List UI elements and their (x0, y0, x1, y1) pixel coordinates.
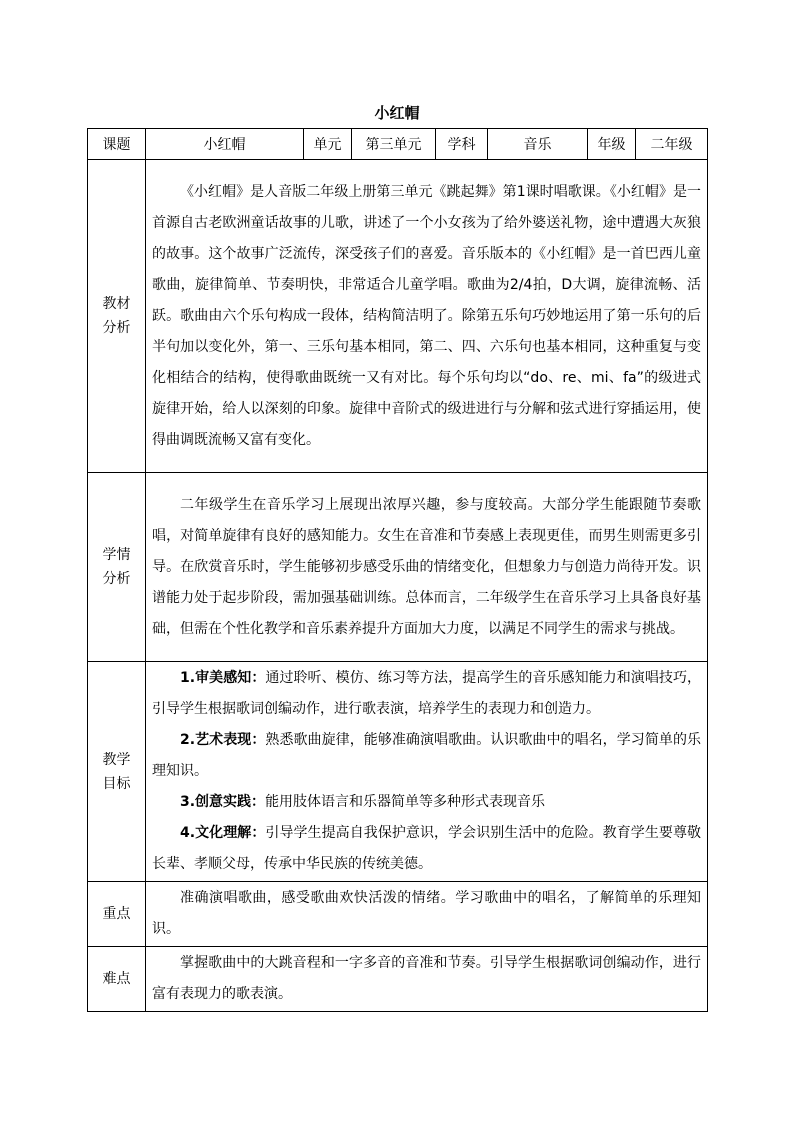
goal-item-2-head: 2.艺术表现： (180, 732, 266, 748)
unit-label: 单元 (304, 129, 352, 160)
subject-value: 音乐 (488, 129, 588, 160)
goal-item-4-head: 4.文化理解： (180, 825, 266, 841)
grade-label: 年级 (588, 129, 636, 160)
key-point-label: 重点 (88, 882, 146, 947)
goals-label (88, 662, 146, 882)
goal-item-4-text: 引导学生提高自我保护意识，学会识别生活中的危险。教育学生要尊敬长辈、孝顺父母，传承中华民族的传统美德。 (152, 825, 702, 872)
goal-item-2 (152, 725, 701, 787)
goal-item-1-text: 通过聆听、模仿、练习等方法，提高学生的音乐感知能力和演唱技巧，引导学生根据歌词创编动作，进行歌表演，培养学生的表现力和创造力。 (152, 670, 702, 717)
key-point-content (146, 882, 708, 947)
goal-item-3-text: 能用肢体语言和乐器简单等多种形式表现音乐 (265, 794, 546, 810)
difficulty-label: 难点 (88, 947, 146, 1012)
key-point-text: 准确演唱歌曲，感受歌曲欢快活泼的情绪。学习歌曲中的唱名，了解简单的乐理知识。 (152, 890, 701, 937)
goal-item-2-text: 熟悉歌曲旋律，能够准确演唱歌曲。认识歌曲中的唱名，学习简单的乐理知识。 (152, 732, 702, 779)
students-text: 二年级学生在音乐学习上展现出浓厚兴趣，参与度较高。大部分学生能跟随节奏歌唱，对简单旋律有良好的感知能力。女生在音准和节奏感上表现更佳，而男生则需更多引导。在欣赏音乐时，学生能够初步感受乐曲的情绪变化，但想象力与创造力尚待开发。识谱能力处于起步阶段，需加强基础训练。总体而言，二年级学生在音乐学习上具备良好基础，但需在个性化教学和音乐素养提升方面加大力度，以满足不同学生的需求与挑战。 (152, 496, 701, 637)
goals-row (88, 662, 708, 882)
material-label (88, 160, 146, 473)
key-point-row (88, 882, 708, 947)
students-content (146, 473, 708, 662)
material-content (146, 160, 708, 473)
material-label-line2: 分析 (102, 320, 131, 336)
material-label-line1: 教材 (102, 296, 131, 312)
material-row (88, 160, 708, 473)
goals-content (146, 662, 708, 882)
unit-value: 第三单元 (352, 129, 436, 160)
students-label-line1: 学情 (102, 547, 131, 563)
topic-label: 课题 (88, 129, 146, 160)
document-title: 小红帽 (374, 104, 420, 122)
difficulty-row (88, 947, 708, 1012)
students-row (88, 473, 708, 662)
students-label-line2: 分析 (102, 571, 131, 587)
goal-item-3-head: 3.创意实践： (180, 794, 266, 810)
material-text: 《小红帽》是人音版二年级上册第三单元《跳起舞》第1课时唱歌课。《小红帽》是一首源自古老欧洲童话故事的儿歌，讲述了一个小女孩为了给外婆送礼物，途中遭遇大灰狼的故事。这个故事广泛流传，深受孩子们的喜爱。音乐版本的《小红帽》是一首巴西儿童歌曲，旋律简单、节奏明快，非常适合儿童学唱。歌曲为2/4拍，D大调，旋律流畅、活跃。歌曲由六个乐句构成一段体，结构简洁明了。除第五乐句巧妙地运用了第一乐句的后半句加以变化外，第一、三乐句基本相同，第二、四、六乐句也基本相同，这种重复与变化相结合的结构，使得歌曲既统一又有对比。每个乐句均以“do、re、mi、fa”的级进式旋律开始，给人以深刻的印象。旋律中音阶式的级进进行与分解和弦式进行穿插运用，使得曲调既流畅又富有变化。 (152, 183, 701, 448)
goals-label-line2: 目标 (102, 775, 131, 792)
goal-item-4 (152, 818, 701, 880)
lesson-plan-table (87, 128, 708, 1012)
goal-item-3 (152, 787, 701, 818)
goal-item-1-head: 1.审美感知： (180, 670, 266, 686)
subject-label: 学科 (436, 129, 488, 160)
grade-value: 二年级 (636, 129, 708, 160)
topic-value: 小红帽 (146, 129, 304, 160)
difficulty-content (146, 947, 708, 1012)
goals-label-line1: 教学 (102, 751, 131, 768)
goal-item-1 (152, 663, 701, 725)
students-label (88, 473, 146, 662)
difficulty-text: 掌握歌曲中的大跳音程和一字多音的音准和节奏。引导学生根据歌词创编动作，进行富有表现力的歌表演。 (152, 955, 701, 1002)
header-row (88, 129, 708, 160)
